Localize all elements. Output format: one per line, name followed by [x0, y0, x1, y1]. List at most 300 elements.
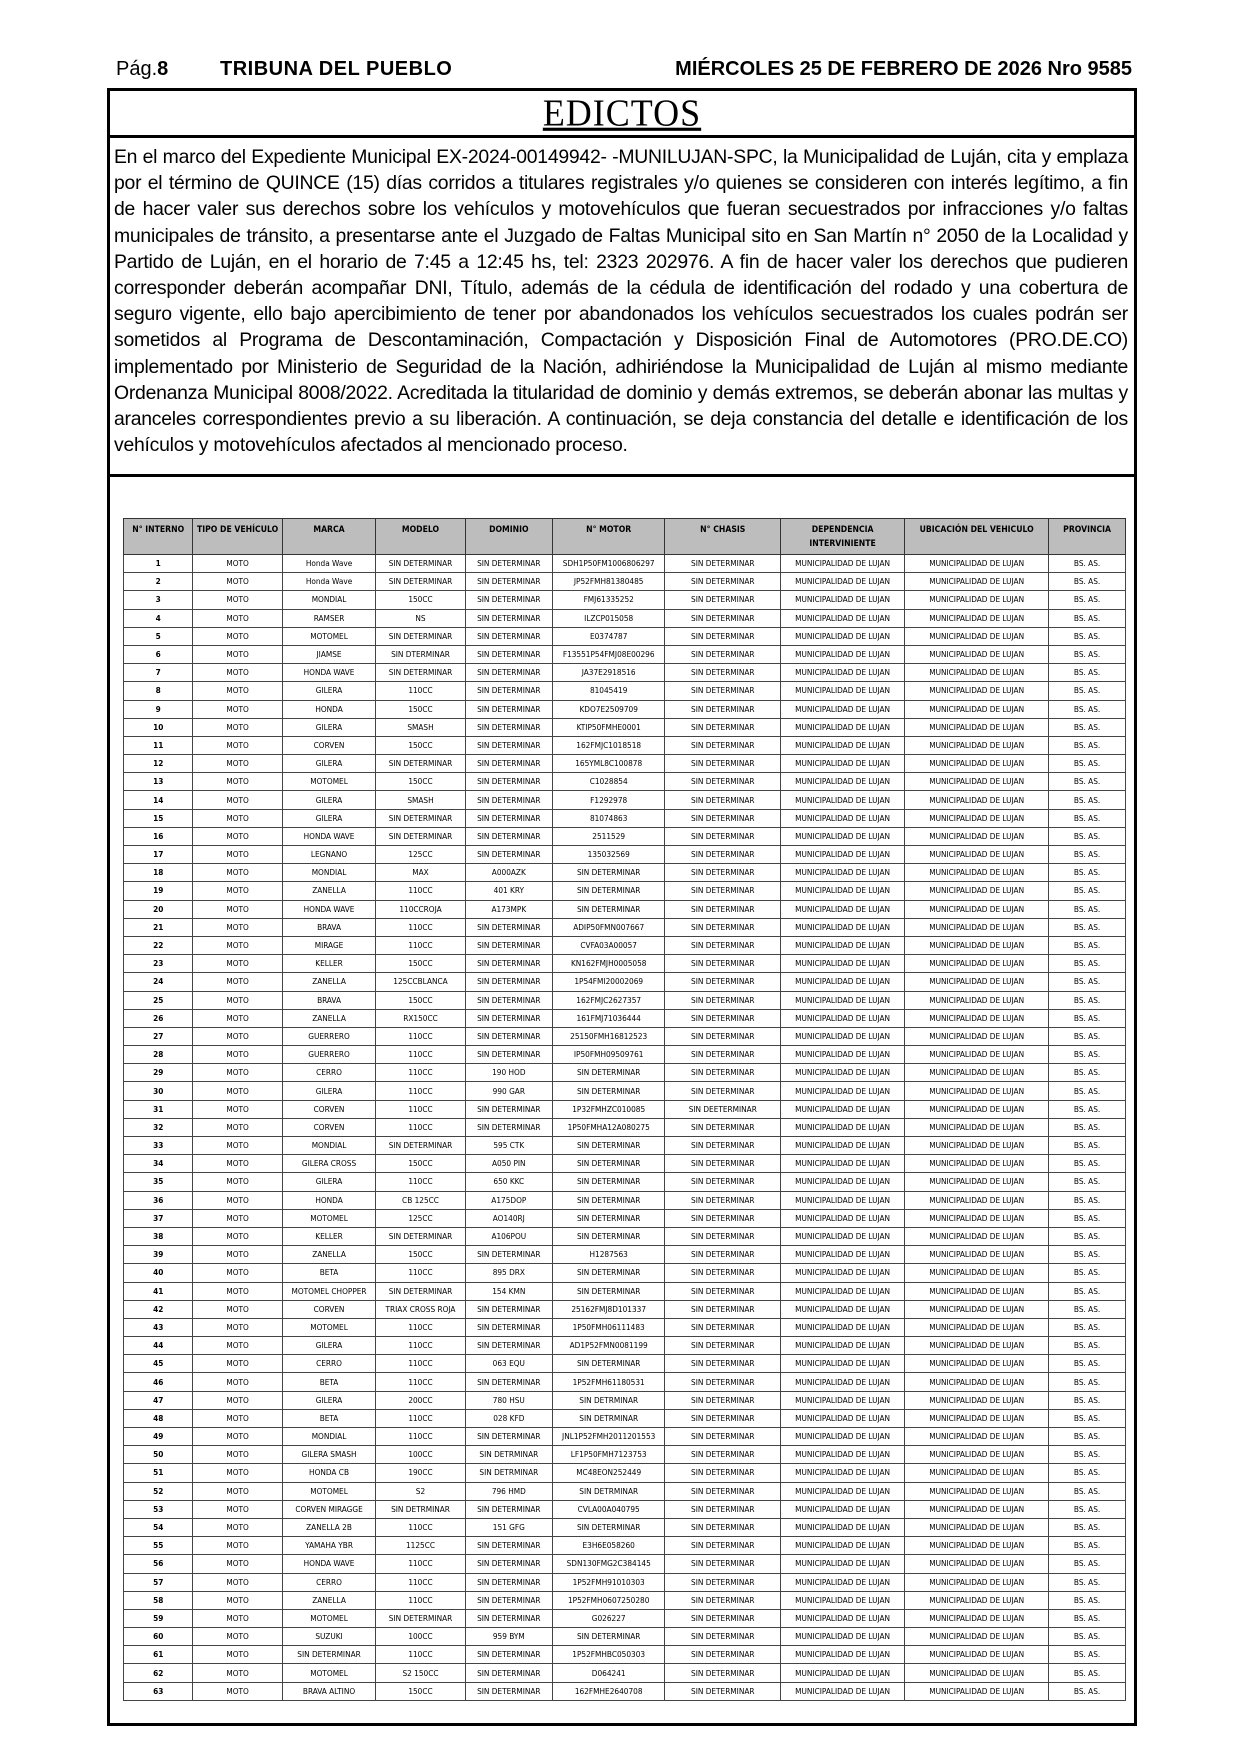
table-row: [124, 1337, 1126, 1355]
table-cell: MUNICIPALIDAD DE LUJAN: [905, 1482, 1049, 1500]
table-cell: 54: [124, 1518, 193, 1536]
table-cell: SIN DETERMINAR: [376, 1282, 465, 1300]
table-cell: CORVEN: [282, 1118, 376, 1136]
table-cell: BS. AS.: [1049, 1264, 1126, 1282]
table-cell: SIN DETERMINAR: [552, 1355, 665, 1373]
table-cell: MUNICIPALIDAD DE LUJAN: [781, 1027, 905, 1045]
table-cell: BS. AS.: [1049, 555, 1126, 573]
table-cell: KELLER: [282, 1227, 376, 1245]
table-cell: BS. AS.: [1049, 973, 1126, 991]
table-cell: 110CC: [376, 1555, 465, 1573]
table-cell: 401 KRY: [465, 882, 552, 900]
table-cell: SIN DETERMINAR: [665, 882, 781, 900]
table-cell: 48: [124, 1409, 193, 1427]
table-cell: SIN DETERMINAR: [465, 1500, 552, 1518]
table-cell: GILERA: [282, 755, 376, 773]
table-cell: SIN DETERMINAR: [665, 1064, 781, 1082]
table-cell: BS. AS.: [1049, 1464, 1126, 1482]
table-cell: 28: [124, 1046, 193, 1064]
table-cell: 60: [124, 1628, 193, 1646]
table-cell: SIN DETERMINAR: [465, 1373, 552, 1391]
table-cell: 110CC: [376, 1082, 465, 1100]
table-cell: SIN DETERMINAR: [465, 1664, 552, 1682]
table-cell: SDN130FMG2C384145: [552, 1555, 665, 1573]
table-cell: 1P50FMHA12A080275: [552, 1118, 665, 1136]
table-cell: MUNICIPALIDAD DE LUJAN: [905, 755, 1049, 773]
table-cell: 1P52FMHBC050303: [552, 1646, 665, 1664]
table-cell: SIN DETERMINAR: [665, 1409, 781, 1427]
table-row: [124, 1409, 1126, 1427]
table-cell: 11: [124, 736, 193, 754]
table-cell: MUNICIPALIDAD DE LUJAN: [781, 1046, 905, 1064]
table-row: [124, 1355, 1126, 1373]
table-cell: SIN DETERMINAR: [665, 1373, 781, 1391]
table-cell: 063 EQU: [465, 1355, 552, 1373]
table-cell: MUNICIPALIDAD DE LUJAN: [905, 1137, 1049, 1155]
table-cell: SIN DETERMINAR: [552, 864, 665, 882]
table-cell: BS. AS.: [1049, 1518, 1126, 1536]
table-cell: 1: [124, 555, 193, 573]
table-row: [124, 809, 1126, 827]
table-cell: 26: [124, 1009, 193, 1027]
table-cell: SMASH: [376, 791, 465, 809]
table-row: [124, 1264, 1126, 1282]
table-cell: MUNICIPALIDAD DE LUJAN: [905, 1227, 1049, 1245]
table-row: [124, 682, 1126, 700]
table-cell: MOTO: [193, 1082, 282, 1100]
table-cell: SIN DETERMINAR: [465, 645, 552, 663]
table-cell: 110CC: [376, 1646, 465, 1664]
table-cell: BS. AS.: [1049, 1046, 1126, 1064]
table-cell: MOTO: [193, 1027, 282, 1045]
table-cell: 21: [124, 918, 193, 936]
table-cell: 190CC: [376, 1464, 465, 1482]
table-cell: MOTO: [193, 1555, 282, 1573]
table-cell: JP52FMH81380485: [552, 573, 665, 591]
table-cell: HONDA CB: [282, 1464, 376, 1482]
table-cell: MOTO: [193, 573, 282, 591]
table-cell: ZANELLA: [282, 1009, 376, 1027]
table-cell: 1P54FMI20002069: [552, 973, 665, 991]
table-cell: MOTO: [193, 846, 282, 864]
table-row: [124, 1609, 1126, 1627]
table-cell: YAMAHA YBR: [282, 1537, 376, 1555]
table-row: [124, 1682, 1126, 1700]
table-cell: MOTO: [193, 627, 282, 645]
table-cell: SIN DETERMINAR: [465, 936, 552, 954]
table-cell: SIN DETERMINAR: [376, 1137, 465, 1155]
table-row: [124, 1464, 1126, 1482]
table-row: [124, 1646, 1126, 1664]
table-cell: SIN DETERMINAR: [465, 1428, 552, 1446]
table-cell: 200CC: [376, 1391, 465, 1409]
table-cell: BS. AS.: [1049, 991, 1126, 1009]
table-cell: MOTO: [193, 773, 282, 791]
table-cell: MOTO: [193, 1191, 282, 1209]
table-cell: 55: [124, 1537, 193, 1555]
table-cell: SIN DETERMINAR: [665, 809, 781, 827]
table-cell: H1287563: [552, 1246, 665, 1264]
table-cell: MUNICIPALIDAD DE LUJAN: [781, 1482, 905, 1500]
table-cell: GILERA: [282, 1337, 376, 1355]
table-cell: 4: [124, 609, 193, 627]
table-cell: 110CC: [376, 1173, 465, 1191]
table-cell: SIN DETERMINAR: [465, 1537, 552, 1555]
table-row: [124, 645, 1126, 663]
table-cell: SIN DETERMINAR: [665, 1664, 781, 1682]
table-cell: MUNICIPALIDAD DE LUJAN: [905, 1628, 1049, 1646]
table-cell: SIN DETERMINAR: [665, 1046, 781, 1064]
table-cell: BS. AS.: [1049, 700, 1126, 718]
table-cell: MOTO: [193, 736, 282, 754]
table-cell: A175DOP: [465, 1191, 552, 1209]
table-cell: MUNICIPALIDAD DE LUJAN: [905, 555, 1049, 573]
table-cell: BS. AS.: [1049, 1446, 1126, 1464]
table-cell: SIN DETERMINAR: [665, 1628, 781, 1646]
table-cell: SIN DETERMINAR: [465, 1337, 552, 1355]
table-cell: BS. AS.: [1049, 1209, 1126, 1227]
table-cell: 22: [124, 936, 193, 954]
table-cell: BS. AS.: [1049, 936, 1126, 954]
table-cell: MUNICIPALIDAD DE LUJAN: [905, 1355, 1049, 1373]
table-cell: 895 DRX: [465, 1264, 552, 1282]
table-row: [124, 755, 1126, 773]
table-cell: MOTO: [193, 1646, 282, 1664]
table-cell: MUNICIPALIDAD DE LUJAN: [905, 918, 1049, 936]
table-cell: BS. AS.: [1049, 791, 1126, 809]
table-cell: 1P52FMH0607250280: [552, 1591, 665, 1609]
table-cell: 595 CTK: [465, 1137, 552, 1155]
table-cell: BS. AS.: [1049, 573, 1126, 591]
table-cell: SIN DETERMINAR: [465, 1682, 552, 1700]
table-cell: LF1P50FMH7123753: [552, 1446, 665, 1464]
table-cell: SIN DETERMINAR: [665, 1518, 781, 1536]
table-cell: F13551P54FMJ08E00296: [552, 645, 665, 663]
table-cell: MUNICIPALIDAD DE LUJAN: [905, 936, 1049, 954]
table-cell: 32: [124, 1118, 193, 1136]
table-cell: MOTO: [193, 809, 282, 827]
table-cell: HONDA WAVE: [282, 900, 376, 918]
table-cell: MOTO: [193, 973, 282, 991]
table-cell: MUNICIPALIDAD DE LUJAN: [781, 1446, 905, 1464]
table-cell: BS. AS.: [1049, 882, 1126, 900]
table-cell: SIN DETERMINAR: [665, 700, 781, 718]
table-cell: SIN DETERMINAR: [465, 700, 552, 718]
table-cell: SIN DETERMINAR: [665, 664, 781, 682]
table-cell: MOTO: [193, 1155, 282, 1173]
table-cell: MUNICIPALIDAD DE LUJAN: [905, 1555, 1049, 1573]
table-cell: MUNICIPALIDAD DE LUJAN: [905, 1082, 1049, 1100]
table-cell: SIN DETERMINAR: [465, 755, 552, 773]
table-cell: CORVEN: [282, 1300, 376, 1318]
table-cell: BETA: [282, 1264, 376, 1282]
table-cell: AO140RJ: [465, 1209, 552, 1227]
table-cell: BS. AS.: [1049, 1027, 1126, 1045]
table-cell: MOTO: [193, 918, 282, 936]
table-cell: SIN DETERMINAR: [665, 1137, 781, 1155]
table-cell: MUNICIPALIDAD DE LUJAN: [781, 645, 905, 663]
table-cell: SIN DETERMINAR: [376, 755, 465, 773]
table-cell: MUNICIPALIDAD DE LUJAN: [781, 1355, 905, 1373]
table-cell: MUNICIPALIDAD DE LUJAN: [905, 664, 1049, 682]
table-cell: 110CCROJA: [376, 900, 465, 918]
table-cell: BRAVA ALTINO: [282, 1682, 376, 1700]
table-cell: SIN DETERMINAR: [665, 973, 781, 991]
table-cell: MUNICIPALIDAD DE LUJAN: [905, 1428, 1049, 1446]
table-cell: GILERA: [282, 1173, 376, 1191]
table-cell: 110CC: [376, 1027, 465, 1045]
table-cell: MUNICIPALIDAD DE LUJAN: [905, 1373, 1049, 1391]
table-cell: 125CCBLANCA: [376, 973, 465, 991]
section-title: EDICTOS: [542, 92, 702, 134]
table-cell: SIN DETERMINAR: [465, 1009, 552, 1027]
table-cell: MUNICIPALIDAD DE LUJAN: [781, 1464, 905, 1482]
table-cell: BS. AS.: [1049, 1064, 1126, 1082]
table-cell: 50: [124, 1446, 193, 1464]
table-cell: SIN DETERMINAR: [465, 791, 552, 809]
table-cell: 20: [124, 900, 193, 918]
table-cell: 13: [124, 773, 193, 791]
table-cell: SIN DETERMINAR: [665, 773, 781, 791]
table-cell: MC48EON252449: [552, 1464, 665, 1482]
table-cell: MOTO: [193, 1046, 282, 1064]
table-cell: 162FMJC1018518: [552, 736, 665, 754]
table-cell: 14: [124, 791, 193, 809]
table-cell: MOTO: [193, 1209, 282, 1227]
table-cell: 110CC: [376, 936, 465, 954]
table-cell: Honda Wave: [282, 555, 376, 573]
table-cell: MUNICIPALIDAD DE LUJAN: [905, 1009, 1049, 1027]
table-cell: SIN DETERMINAR: [665, 1591, 781, 1609]
table-cell: 110CC: [376, 1373, 465, 1391]
table-cell: MOTO: [193, 791, 282, 809]
table-cell: MOTO: [193, 1009, 282, 1027]
table-cell: 161FMJ71036444: [552, 1009, 665, 1027]
table-row: [124, 1573, 1126, 1591]
table-cell: MUNICIPALIDAD DE LUJAN: [905, 791, 1049, 809]
table-cell: MONDIAL: [282, 591, 376, 609]
table-cell: 6: [124, 645, 193, 663]
table-cell: SIN DETERMINAR: [552, 1082, 665, 1100]
table-cell: 40: [124, 1264, 193, 1282]
table-cell: SIN DETERMINAR: [552, 1282, 665, 1300]
table-cell: GILERA SMASH: [282, 1446, 376, 1464]
table-cell: 125CC: [376, 1209, 465, 1227]
table-cell: ZANELLA: [282, 882, 376, 900]
table-cell: MUNICIPALIDAD DE LUJAN: [905, 1500, 1049, 1518]
table-cell: MOTO: [193, 827, 282, 845]
table-cell: 150CC: [376, 736, 465, 754]
table-cell: ADIP50FMN007667: [552, 918, 665, 936]
table-cell: MOTO: [193, 882, 282, 900]
table-cell: MOTO: [193, 1227, 282, 1245]
table-cell: MUNICIPALIDAD DE LUJAN: [781, 1609, 905, 1627]
table-cell: 796 HMD: [465, 1482, 552, 1500]
table-cell: MUNICIPALIDAD DE LUJAN: [781, 664, 905, 682]
table-cell: SIN DETERMINAR: [465, 991, 552, 1009]
table-cell: MUNICIPALIDAD DE LUJAN: [781, 973, 905, 991]
table-cell: 110CC: [376, 1118, 465, 1136]
table-cell: MUNICIPALIDAD DE LUJAN: [781, 846, 905, 864]
table-row: [124, 900, 1126, 918]
table-cell: MOTO: [193, 936, 282, 954]
table-cell: BS. AS.: [1049, 1646, 1126, 1664]
table-cell: MOTO: [193, 664, 282, 682]
table-cell: HONDA: [282, 700, 376, 718]
table-cell: 3: [124, 591, 193, 609]
table-cell: 110CC: [376, 1409, 465, 1427]
table-cell: 24: [124, 973, 193, 991]
table-cell: 5: [124, 627, 193, 645]
table-cell: MONDIAL: [282, 1428, 376, 1446]
table-cell: 150CC: [376, 991, 465, 1009]
table-row: [124, 1191, 1126, 1209]
table-cell: SIN DETERMINAR: [465, 1246, 552, 1264]
table-cell: MOTO: [193, 1428, 282, 1446]
table-cell: MUNICIPALIDAD DE LUJAN: [781, 936, 905, 954]
table-cell: MUNICIPALIDAD DE LUJAN: [905, 809, 1049, 827]
table-cell: MOTO: [193, 1064, 282, 1082]
table-cell: MUNICIPALIDAD DE LUJAN: [905, 718, 1049, 736]
table-cell: BS. AS.: [1049, 591, 1126, 609]
table-cell: SIN DETERMINAR: [465, 1573, 552, 1591]
table-cell: SIN DETERMINAR: [552, 900, 665, 918]
table-cell: CORVEN: [282, 1100, 376, 1118]
table-cell: MOTO: [193, 645, 282, 663]
table-cell: 46: [124, 1373, 193, 1391]
column-header: N° INTERNO: [124, 519, 193, 555]
table-cell: 110CC: [376, 1100, 465, 1118]
table-row: [124, 1518, 1126, 1536]
table-cell: 7: [124, 664, 193, 682]
table-cell: MUNICIPALIDAD DE LUJAN: [781, 1082, 905, 1100]
table-cell: MUNICIPALIDAD DE LUJAN: [781, 1500, 905, 1518]
table-cell: 27: [124, 1027, 193, 1045]
table-cell: BS. AS.: [1049, 1428, 1126, 1446]
table-cell: MOTO: [193, 1482, 282, 1500]
table-cell: MOTO: [193, 1409, 282, 1427]
column-header: DOMINIO: [465, 519, 552, 555]
table-cell: SIN DETERMINAR: [465, 664, 552, 682]
table-cell: MUNICIPALIDAD DE LUJAN: [905, 645, 1049, 663]
table-cell: JIAMSE: [282, 645, 376, 663]
table-cell: SIN DETERMINAR: [665, 1155, 781, 1173]
table-cell: 37: [124, 1209, 193, 1227]
table-cell: CORVEN MIRAGGE: [282, 1500, 376, 1518]
table-cell: SIN DETERMINAR: [552, 882, 665, 900]
table-cell: CERRO: [282, 1064, 376, 1082]
table-cell: AD1P52FMN0081199: [552, 1337, 665, 1355]
table-cell: MUNICIPALIDAD DE LUJAN: [905, 1118, 1049, 1136]
table-cell: S2: [376, 1482, 465, 1500]
table-cell: ZANELLA: [282, 1246, 376, 1264]
table-cell: SIN DETRMINAR: [552, 1391, 665, 1409]
table-cell: MUNICIPALIDAD DE LUJAN: [905, 827, 1049, 845]
table-cell: SIN DETERMINAR: [465, 846, 552, 864]
table-cell: MOTO: [193, 1173, 282, 1191]
table-cell: MUNICIPALIDAD DE LUJAN: [781, 1337, 905, 1355]
table-row: [124, 1628, 1126, 1646]
table-cell: 57: [124, 1573, 193, 1591]
table-cell: 23: [124, 955, 193, 973]
table-cell: MUNICIPALIDAD DE LUJAN: [781, 1428, 905, 1446]
table-cell: MUNICIPALIDAD DE LUJAN: [905, 973, 1049, 991]
table-cell: MUNICIPALIDAD DE LUJAN: [905, 864, 1049, 882]
table-cell: ZANELLA: [282, 973, 376, 991]
table-cell: SIN DETERMINAR: [552, 1209, 665, 1227]
table-cell: JA37E2918516: [552, 664, 665, 682]
table-cell: BS. AS.: [1049, 1246, 1126, 1264]
table-row: [124, 736, 1126, 754]
table-header-row: [124, 519, 1126, 555]
table-cell: GUERRERO: [282, 1027, 376, 1045]
table-row: [124, 973, 1126, 991]
table-cell: MUNICIPALIDAD DE LUJAN: [781, 791, 905, 809]
table-cell: MONDIAL: [282, 1137, 376, 1155]
table-cell: BS. AS.: [1049, 1591, 1126, 1609]
table-cell: 110CC: [376, 1046, 465, 1064]
table-cell: SIN DETERMINAR: [665, 1264, 781, 1282]
table-cell: 58: [124, 1591, 193, 1609]
table-cell: MUNICIPALIDAD DE LUJAN: [905, 1537, 1049, 1555]
table-cell: BS. AS.: [1049, 1137, 1126, 1155]
table-cell: MOTO: [193, 591, 282, 609]
table-cell: TRIAX CROSS ROJA: [376, 1300, 465, 1318]
table-cell: BS. AS.: [1049, 1682, 1126, 1700]
table-row: [124, 627, 1126, 645]
table-cell: SIN DETERMINAR: [552, 1064, 665, 1082]
table-cell: MUNICIPALIDAD DE LUJAN: [781, 1064, 905, 1082]
table-cell: MUNICIPALIDAD DE LUJAN: [905, 1209, 1049, 1227]
table-cell: SIN DETERMINAR: [665, 1191, 781, 1209]
table-cell: SIN DETERMINAR: [665, 1355, 781, 1373]
table-row: [124, 791, 1126, 809]
table-cell: SIN DETERMINAR: [465, 1591, 552, 1609]
table-cell: MOTOMEL: [282, 1609, 376, 1627]
table-cell: MUNICIPALIDAD DE LUJAN: [905, 1046, 1049, 1064]
table-cell: GILERA: [282, 1391, 376, 1409]
table-row: [124, 1500, 1126, 1518]
table-cell: SIN DTERMINAR: [376, 645, 465, 663]
table-cell: SIN DETERMINAR: [465, 973, 552, 991]
table-cell: BS. AS.: [1049, 1227, 1126, 1245]
table-cell: 190 HOD: [465, 1064, 552, 1082]
column-header: PROVINCIA: [1049, 519, 1126, 555]
table-cell: SIN DETERMINAR: [376, 1227, 465, 1245]
table-cell: MOTO: [193, 1373, 282, 1391]
table-cell: MUNICIPALIDAD DE LUJAN: [781, 1300, 905, 1318]
table-cell: MUNICIPALIDAD DE LUJAN: [905, 1646, 1049, 1664]
table-row: [124, 936, 1126, 954]
column-header: TIPO DE VEHÍCULO: [193, 519, 282, 555]
table-cell: 15: [124, 809, 193, 827]
table-cell: 110CC: [376, 1428, 465, 1446]
table-cell: BS. AS.: [1049, 755, 1126, 773]
table-cell: 110CC: [376, 1591, 465, 1609]
table-cell: SIN DETERMINAR: [552, 1264, 665, 1282]
table-cell: 110CC: [376, 1355, 465, 1373]
column-header: N° MOTOR: [552, 519, 665, 555]
table-cell: 1125CC: [376, 1537, 465, 1555]
table-cell: ZANELLA 2B: [282, 1518, 376, 1536]
table-row: [124, 1100, 1126, 1118]
table-cell: GILERA: [282, 718, 376, 736]
table-cell: BS. AS.: [1049, 1628, 1126, 1646]
table-cell: SIN DETERMINAR: [465, 1100, 552, 1118]
table-cell: RAMSER: [282, 609, 376, 627]
table-cell: ZANELLA: [282, 1591, 376, 1609]
table-cell: SIN DETERMINAR: [465, 827, 552, 845]
